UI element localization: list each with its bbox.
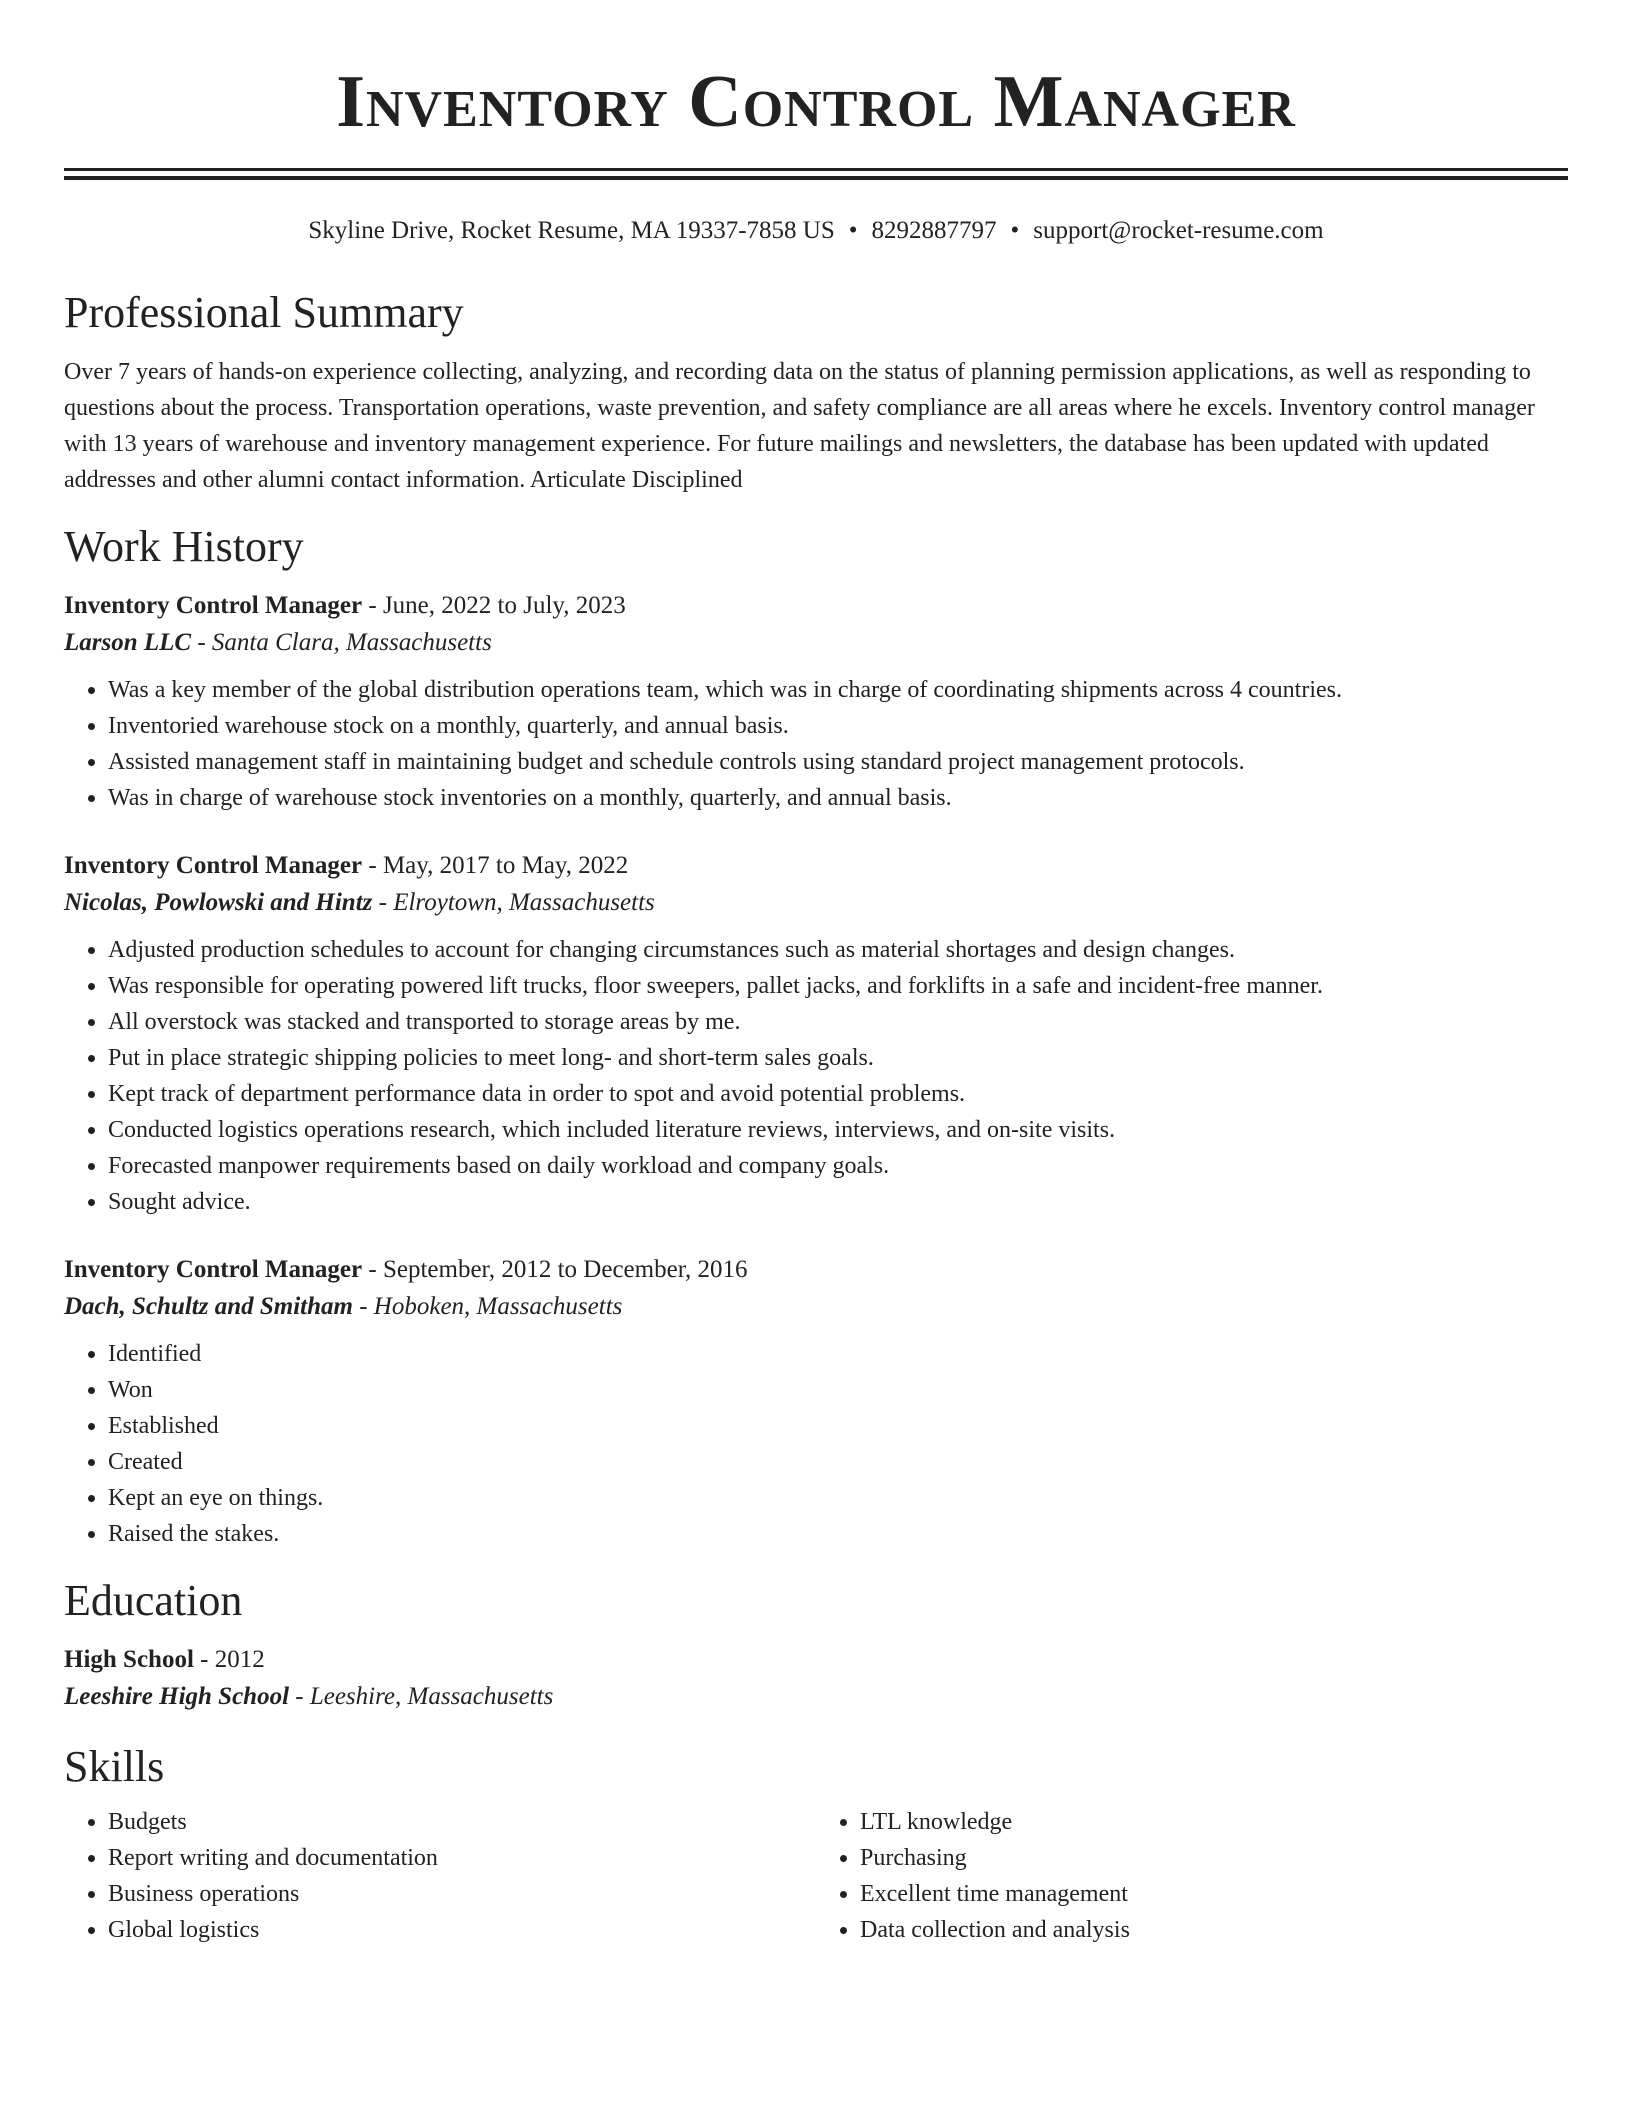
education-heading: Education <box>64 1576 243 1625</box>
job-entry <box>64 588 1568 816</box>
list-item: • Assisted management staff in maintaining budget and schedule controls using standard project management protocols. <box>108 744 1568 780</box>
skill-item: • LTL knowledge <box>860 1804 1568 1840</box>
list-item: • Sought advice. <box>108 1184 1568 1220</box>
education-school-line <box>64 1678 1568 1716</box>
job-duties <box>64 672 1568 816</box>
job-dates: - June, 2022 to July, 2023 <box>362 592 626 619</box>
education-location: - Leeshire, Massachusetts <box>289 1683 554 1710</box>
job-title: Inventory Control Manager <box>64 1256 363 1283</box>
list-item: • Was responsible for operating powered lift trucks, floor sweepers, pallet jacks, and forklifts in a safe and incident-free manner. <box>108 968 1568 1004</box>
job-location: - Elroytown, Massachusetts <box>372 889 655 916</box>
job-company-line <box>64 1288 1568 1326</box>
list-item: • Was a key member of the global distribution operations team, which was in charge of coordinating shipments across 4 countries. <box>108 672 1568 708</box>
job-company-line <box>64 624 1568 662</box>
skills-list-right <box>816 1804 1568 1948</box>
job-duties <box>64 1336 1568 1552</box>
job-dates: - May, 2017 to May, 2022 <box>362 852 629 879</box>
list-item: • Kept an eye on things. <box>108 1480 1568 1516</box>
skills-heading: Skills <box>64 1742 165 1791</box>
contact-line <box>64 214 1568 248</box>
job-entry <box>64 848 1568 1220</box>
skill-item: • Report writing and documentation <box>108 1840 816 1876</box>
title-divider-top <box>64 168 1568 171</box>
list-item: • Put in place strategic shipping policies to meet long- and short-term sales goals. <box>108 1040 1568 1076</box>
job-entry <box>64 1252 1568 1552</box>
job-company: Dach, Schultz and Smitham <box>64 1293 353 1320</box>
skill-item: • Data collection and analysis <box>860 1912 1568 1948</box>
list-item: • All overstock was stacked and transported to storage areas by me. <box>108 1004 1568 1040</box>
skill-item: • Purchasing <box>860 1840 1568 1876</box>
list-item: • Conducted logistics operations research, which included literature reviews, interviews, and on-site visits. <box>108 1112 1568 1148</box>
skill-item: • Global logistics <box>108 1912 816 1948</box>
list-item: • Kept track of department performance data in order to spot and avoid potential problems. <box>108 1076 1568 1112</box>
job-header <box>64 588 1568 624</box>
contact-phone: 8292887797 <box>871 217 997 244</box>
job-location: - Santa Clara, Massachusetts <box>191 629 492 656</box>
contact-separator: • <box>1010 217 1020 244</box>
summary-heading: Professional Summary <box>64 288 464 337</box>
job-title: Inventory Control Manager <box>64 592 363 619</box>
title-divider-bottom <box>64 176 1568 180</box>
job-company-line <box>64 884 1568 922</box>
education-degree: High School <box>64 1646 194 1673</box>
job-header <box>64 848 1568 884</box>
work-history-heading: Work History <box>64 522 304 571</box>
skills-columns <box>64 1794 1568 1948</box>
list-item: • Created <box>108 1444 1568 1480</box>
job-location: - Hoboken, Massachusetts <box>352 1293 623 1320</box>
job-title: Inventory Control Manager <box>64 852 363 879</box>
contact-separator: • <box>848 217 858 244</box>
summary-text: Over 7 years of hands-on experience collecting, analyzing, and recording data on the status of planning permission applications, as well as responding to questions about the process. Transportation operations, waste prevention, and safety compliance are all areas where he excels. Inventory control manager with 13 years of warehouse and inventory management experience. For future mailings and newsletters, the database has been updated with updated addresses and other alumni contact information. Articulate Disciplined <box>64 359 1535 493</box>
skill-item: • Business operations <box>108 1876 816 1912</box>
list-item: • Raised the stakes. <box>108 1516 1568 1552</box>
list-item: • Identified <box>108 1336 1568 1372</box>
list-item: • Adjusted production schedules to account for changing circumstances such as material shortages and design changes. <box>108 932 1568 968</box>
education-school: Leeshire High School <box>64 1683 290 1710</box>
skill-item: • Excellent time management <box>860 1876 1568 1912</box>
list-item: • Forecasted manpower requirements based on daily workload and company goals. <box>108 1148 1568 1184</box>
education-header <box>64 1642 1568 1678</box>
list-item: • Was in charge of warehouse stock inventories on a monthly, quarterly, and annual basis. <box>108 780 1568 816</box>
skills-list-left <box>64 1804 816 1948</box>
list-item: • Inventoried warehouse stock on a monthly, quarterly, and annual basis. <box>108 708 1568 744</box>
job-duties <box>64 932 1568 1220</box>
education-year: - 2012 <box>193 1646 265 1673</box>
job-company: Larson LLC <box>64 629 192 656</box>
job-company: Nicolas, Powlowski and Hintz <box>64 889 373 916</box>
resume-title: Inventory Control Manager <box>336 61 1296 143</box>
education-entry <box>64 1642 1568 1716</box>
list-item: • Won <box>108 1372 1568 1408</box>
skill-item: • Budgets <box>108 1804 816 1840</box>
list-item: • Established <box>108 1408 1568 1444</box>
contact-email: support@rocket-resume.com <box>1033 217 1324 244</box>
job-header <box>64 1252 1568 1288</box>
job-dates: - September, 2012 to December, 2016 <box>362 1256 748 1283</box>
contact-address: Skyline Drive, Rocket Resume, MA 19337-7858 US <box>308 217 835 244</box>
